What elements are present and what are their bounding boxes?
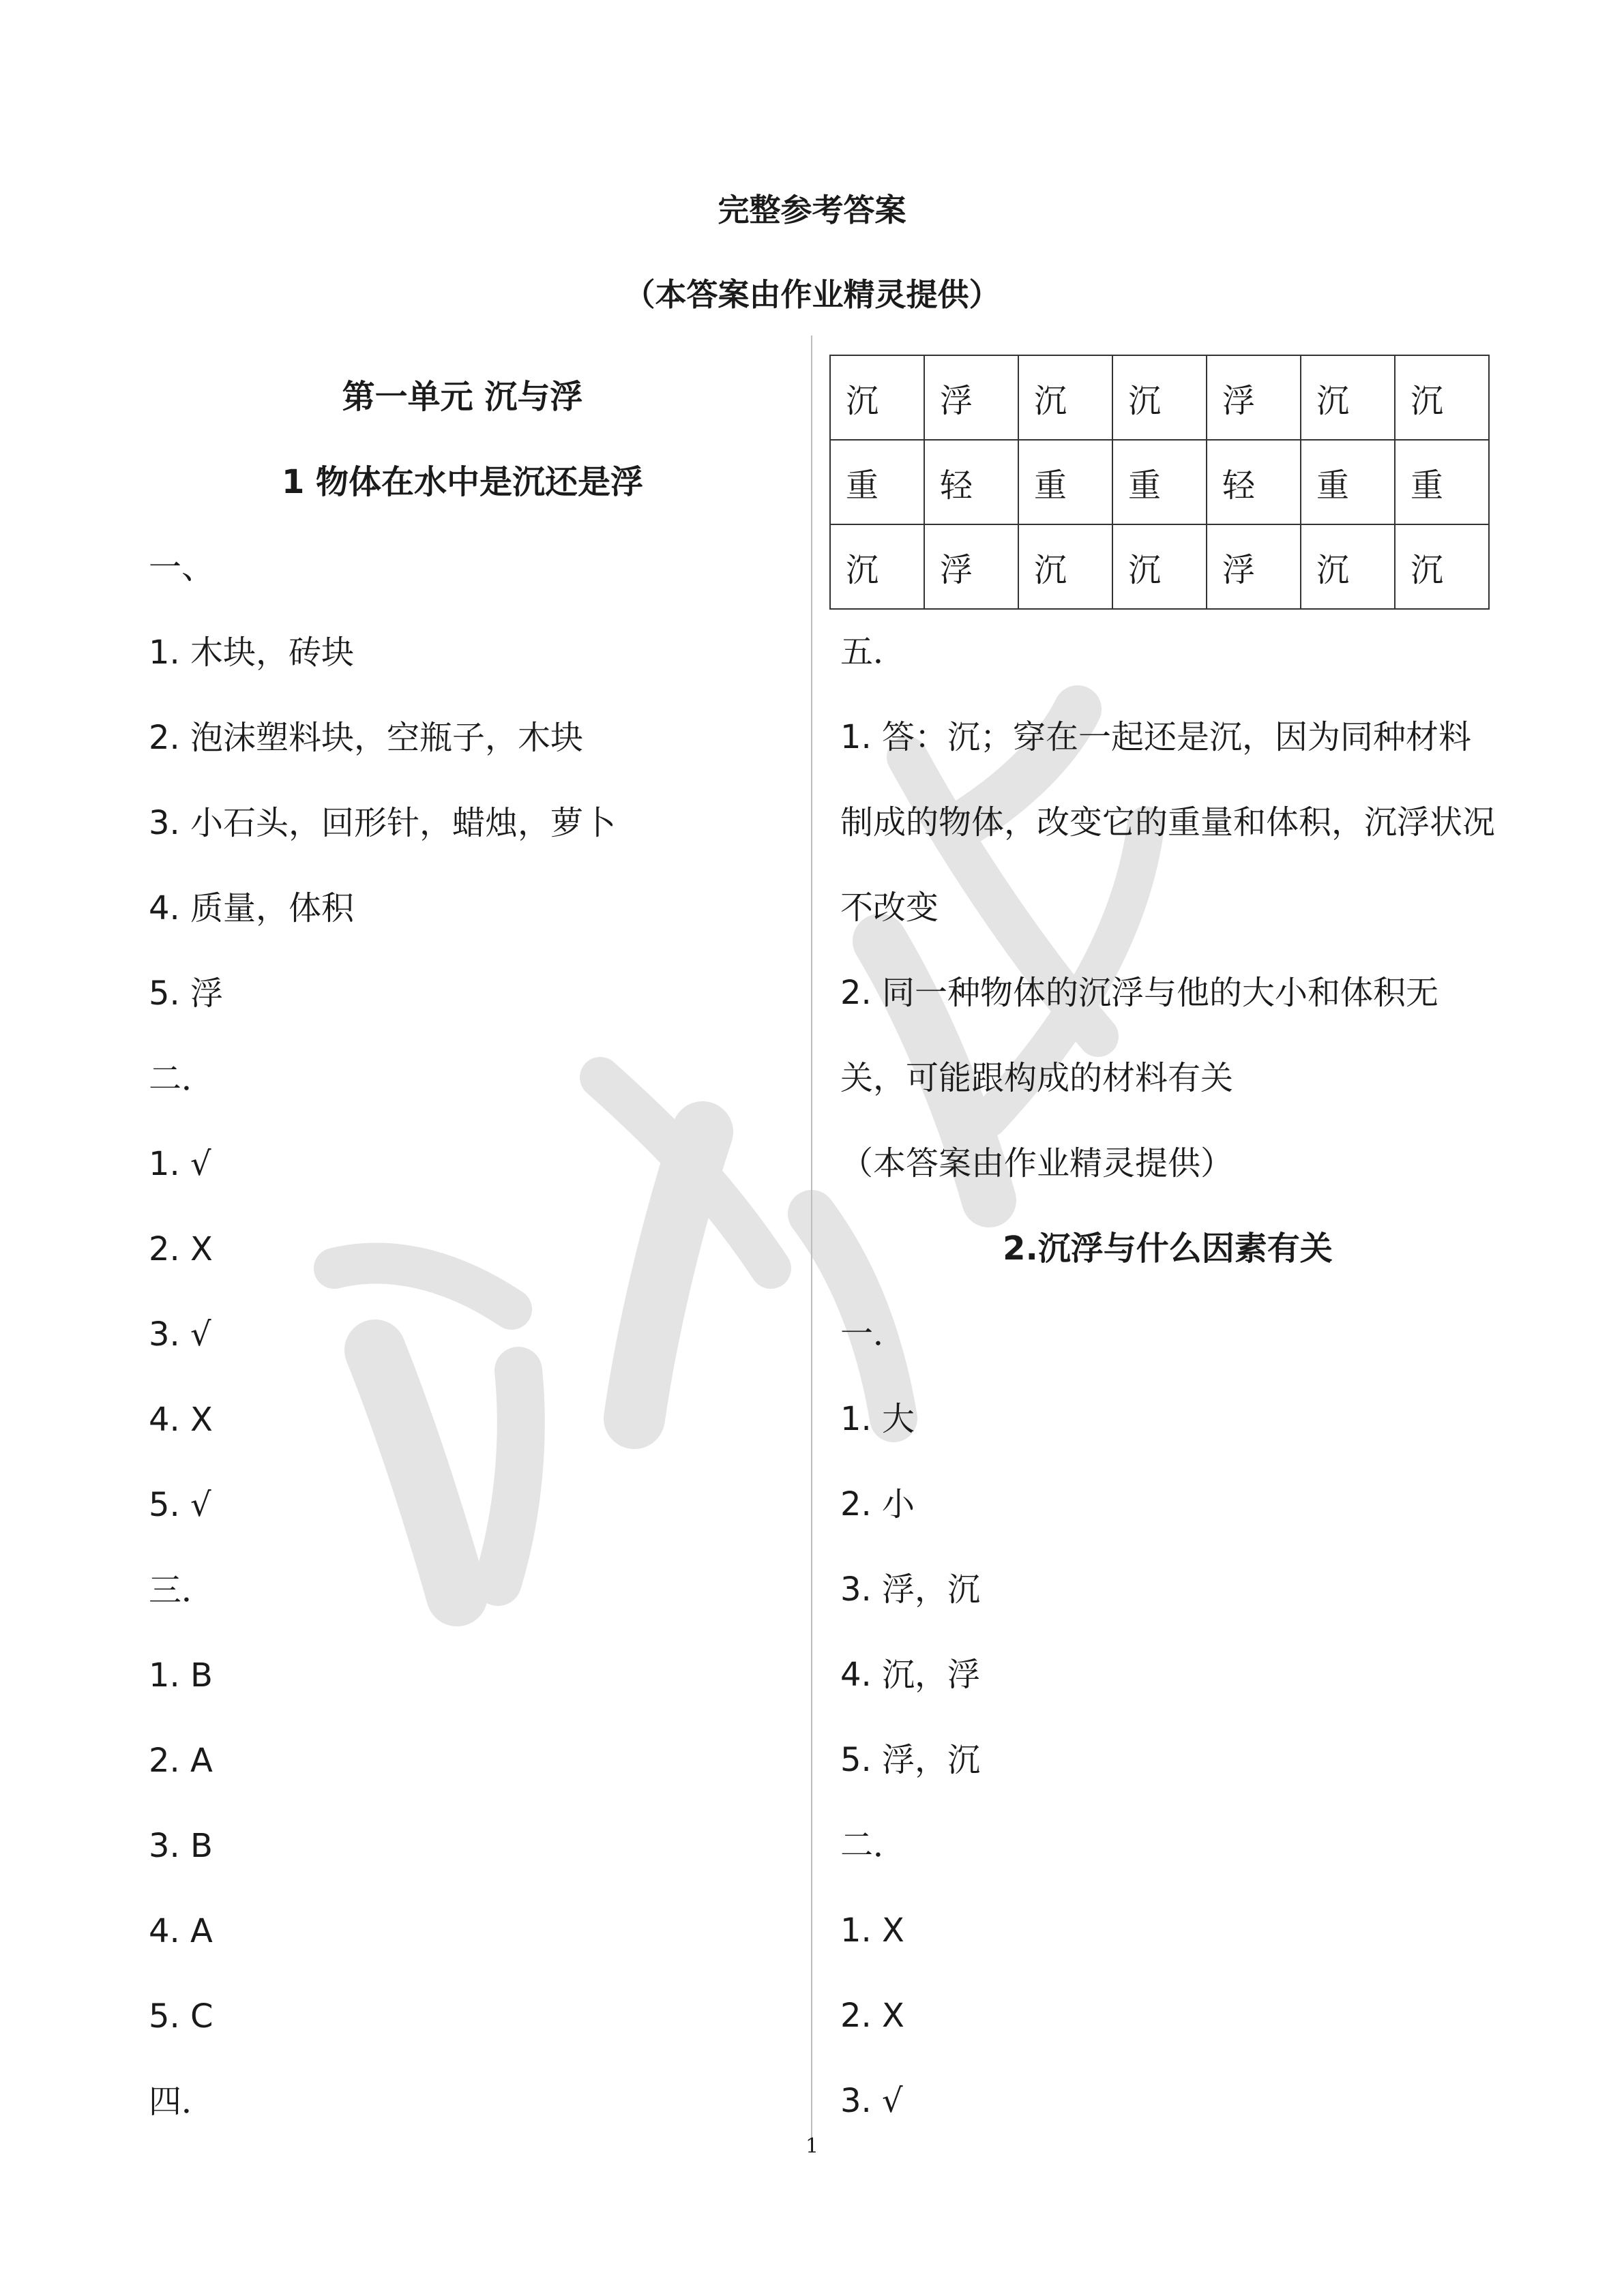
answer-line: 5. C <box>149 1997 213 2036</box>
answer-line: 1. B <box>149 1656 213 1695</box>
table-cell: 浮 <box>924 355 1018 440</box>
answer-line: 三． <box>149 1571 215 1609</box>
answer-line: 3. B <box>149 1827 213 1865</box>
answer-line: 1. X <box>840 1911 904 1950</box>
answer-line: 4. 质量，体积 <box>149 889 355 927</box>
answer-line: 二． <box>840 1826 906 1864</box>
section-heading: 第一单元 沉与浮 <box>342 378 583 416</box>
section-heading: 1 物体在水中是沉还是浮 <box>281 463 644 501</box>
table-cell: 浮 <box>1207 355 1301 440</box>
answer-line: 3. 浮，沉 <box>840 1570 981 1609</box>
answer-line: 2. 同一种物体的沉浮与他的大小和体积无关，可能跟构成的材料有关 <box>840 974 1439 1097</box>
table-cell: 浮 <box>924 524 1018 609</box>
left-column <box>149 355 776 2145</box>
table-cell: 轻 <box>924 440 1018 524</box>
table-cell: 重 <box>1112 440 1207 524</box>
page-number: 1 <box>805 2134 819 2158</box>
answer-line: 4. 沉，浮 <box>840 1656 981 1694</box>
page-title: 完整参考答案 <box>718 192 906 228</box>
table-cell: 沉 <box>1018 355 1112 440</box>
table-cell: 沉 <box>1395 524 1489 609</box>
table-cell: 沉 <box>830 355 924 440</box>
table-cell: 沉 <box>1301 355 1395 440</box>
table-cell: 沉 <box>1112 355 1207 440</box>
answer-line: 5. 浮，沉 <box>840 1741 981 1779</box>
answer-line: 3. √ <box>149 1315 211 1354</box>
answer-line: 1. 大 <box>840 1400 915 1438</box>
answer-line: 四． <box>149 2083 215 2121</box>
answer-line: 1. 答：沉；穿在一起还是沉，因为同种材料制成的物体，改变它的重量和体积，沉浮状况不改变 <box>840 718 1496 927</box>
section-heading: 2.沉浮与什么因素有关 <box>1003 1229 1333 1268</box>
right-column-lines <box>840 610 1495 2144</box>
table-cell: 沉 <box>830 524 924 609</box>
answer-line: 4. A <box>149 1912 213 1950</box>
answer-line: 二． <box>149 1060 215 1098</box>
answer-line: 一、 <box>149 548 215 586</box>
answer-line: 一． <box>840 1315 906 1353</box>
page-subtitle: （本答案由作业精灵提供） <box>623 276 1001 313</box>
answer-line: （本答案由作业精灵提供） <box>840 1144 1234 1182</box>
column-divider <box>811 336 812 2143</box>
table-cell: 沉 <box>1395 355 1489 440</box>
table-cell: 重 <box>1018 440 1112 524</box>
answer-line: 2. A <box>149 1742 213 1780</box>
table-cell: 重 <box>1395 440 1489 524</box>
table-cell: 沉 <box>1112 524 1207 609</box>
right-column <box>840 355 1495 2144</box>
answer-line: 2. 小 <box>840 1485 915 1523</box>
answer-table <box>829 355 1490 610</box>
answer-line: 2. X <box>149 1230 213 1268</box>
answer-line: 5. 浮 <box>149 974 224 1013</box>
answer-line: 1. 木块，砖块 <box>149 633 355 672</box>
answer-line: 3. √ <box>840 2082 903 2120</box>
table-cell: 沉 <box>1301 524 1395 609</box>
table-row <box>830 440 1489 524</box>
answer-line: 五． <box>840 633 906 671</box>
answer-line: 1. √ <box>149 1145 211 1183</box>
answer-line: 2. X <box>840 1997 904 2035</box>
answer-line: 3. 小石头，回形针，蜡烛，萝卜 <box>149 804 617 842</box>
table-row <box>830 524 1489 609</box>
table-cell: 沉 <box>1018 524 1112 609</box>
table-cell: 重 <box>830 440 924 524</box>
table-cell: 浮 <box>1207 524 1301 609</box>
table-cell: 轻 <box>1207 440 1301 524</box>
table-row <box>830 355 1489 440</box>
answer-line: 5. √ <box>149 1486 211 1524</box>
table-cell: 重 <box>1301 440 1395 524</box>
answer-line: 2. 泡沫塑料块，空瓶子，木块 <box>149 719 584 757</box>
answer-line: 4. X <box>149 1401 213 1439</box>
